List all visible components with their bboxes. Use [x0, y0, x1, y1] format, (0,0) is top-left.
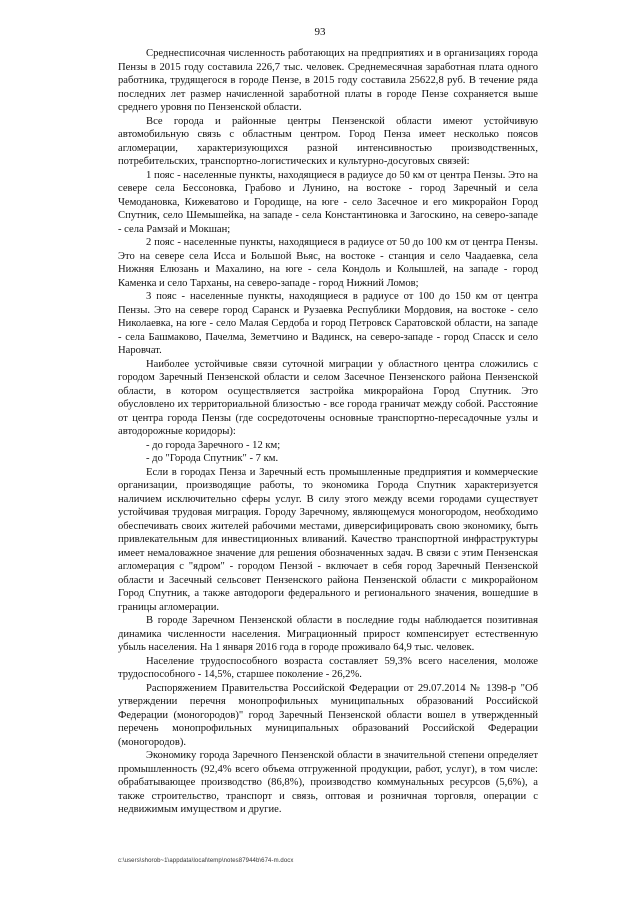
- document-body: [118, 47, 538, 817]
- paragraph-population-dynamics: В городе Заречном Пензенской области в последние годы наблюдается позитивная динамика численности населения. Миграционный прирост компенсирует естественную убыль населения. На 1 января 2016 года в городе проживало 64,9 тыс. человек.: [118, 615, 538, 653]
- paragraph-zarechny-economy: Экономику города Заречного Пензенской области в значительной степени определяет промышленность (92,4% всего объема отгруженной продукции, работ, услуг), в том числе: обрабатывающее производство (86,8%), производство коммунальных ресурсов (5,6%), а также строительство, транспорт и связь, оптовая и розничная торговля, операции с недвижимым имуществом и другие.: [118, 750, 538, 815]
- page-number: 93: [314, 26, 326, 38]
- paragraph-daily-migration: Наиболее устойчивые связи суточной миграции у областного центра сложились с городом Заречный Пензенской области и селом Засечное Пензенского района Пензенской области, в котором осуществляется застройка микрорайона Город Спутник. Это обусловлено их территориальной близостью - все города граничат между собой. Расстояние от центра города Пензы (где сосредоточены основные транспортно-пересадочные узлы и автодорожные коридоры):: [118, 358, 538, 437]
- paragraph-wages: Среднесписочная численность работающих на предприятиях и в организациях города Пензы в 2015 году составила 226,7 тыс. человек. Среднемесячная заработная плата одного работника, трудящегося в городе Пензе, в 2015 году составила 25622,8 руб. В течение ряда последних лет размер начисленной заработной платы в городе Пензе сохраняется выше среднего уровня по Пензенской области.: [118, 48, 538, 113]
- paragraph-working-age: Население трудоспособного возраста составляет 59,3% всего населения, моложе трудоспособного - 14,5%, старшее поколение - 26,2%.: [118, 655, 538, 680]
- paragraph-belt-2: 2 пояс - населенные пункты, находящиеся в радиусе от 50 до 100 км от центра Пензы. Это на севере села Исса и Большой Вьяс, на востоке - станция и село Чаадаевка, села Нижняя Елюзань и Махалино, на юге - села Кондоль и Колышлей, на западе - город Каменка и село Тарханы, на северо-западе - город Нижний Ломов;: [118, 237, 538, 289]
- list-item-sputnik-distance: - до "Города Спутник" - 7 км.: [146, 453, 279, 464]
- paragraph-monotown-decree: Распоряжением Правительства Российской Федерации от 29.07.2014 № 1398-р "Об утверждении перечня монопрофильных муниципальных образований Российской Федерации (моногородов)" город Заречный Пензенской области вошел в утвержденный перечень монопрофильных муниципальных образований Российской Федерации (моногородов).: [118, 682, 538, 748]
- paragraph-belt-3: 3 пояс - населенные пункты, находящиеся в радиусе от 100 до 150 км от центра Пензы. Это на севере город Саранск и Рузаевка Республики Мордовия, на востоке - село Николаевка, на юге - село Малая Сердоба и город Петровск Саратовской области, на западе - села Башмаково, Пачелма, Земетчино и Вадинск, на северо-западе - город Спасск и село Наровчат.: [118, 291, 538, 356]
- list-item-zarechny-distance: - до города Заречного - 12 км;: [146, 439, 281, 451]
- paragraph-belt-1: 1 пояс - населенные пункты, находящиеся в радиусе до 50 км от центра Пензы. Это на севере села Бессоновка, Грабово и Лунино, на востоке - город Заречный и села Чемодановка, Кижеватово и Городище, на юге - село Засечное и его микрорайон Город Спутник, село Шемышейка, на западе - села Константиновка и Загоскино, на северо-западе - села Рамзай и Мокшан;: [118, 169, 538, 235]
- paragraph-agglomeration-intro: Все города и районные центры Пензенской области имеют устойчивую автомобильную связь с областным центром. Город Пенза имеет несколько поясов агломерации, характеризующихся разной интенсивностью производственных, потребительских, транспортно-логистических и культурно-досуговых связей:: [118, 115, 538, 167]
- footer-file-path: c:\users\shorob~1\appdata\local\temp\notes87944b\674-m.docx: [118, 858, 294, 864]
- paragraph-economy-sputnik: Если в городах Пенза и Заречный есть промышленные предприятия и коммерческие организации, производящие работы, то экономика Города Спутник характеризуется наличием исключительно сферы услуг. В силу этого между всеми городами существует устойчивая трудовая миграция. Городу Заречному, являющемуся моногородом, необходимо обеспечивать своих жителей рабочими местами, диверсифицировать свою экономику, быть привлекательным для инвестиционных вливаний. Качество транспортной инфраструктуры имеет немаловажное значение для решения обозначенных задач. В связи с этим Пензенская агломерация с "ядром" - городом Пензой - включает в себя город Заречный Пензенской области и Засечный сельсовет Пензенского района Пензенской области с микрорайоном Город Спутник, а также автодороги федерального и регионального значения, вошедшие в границы агломерации.: [118, 466, 538, 613]
